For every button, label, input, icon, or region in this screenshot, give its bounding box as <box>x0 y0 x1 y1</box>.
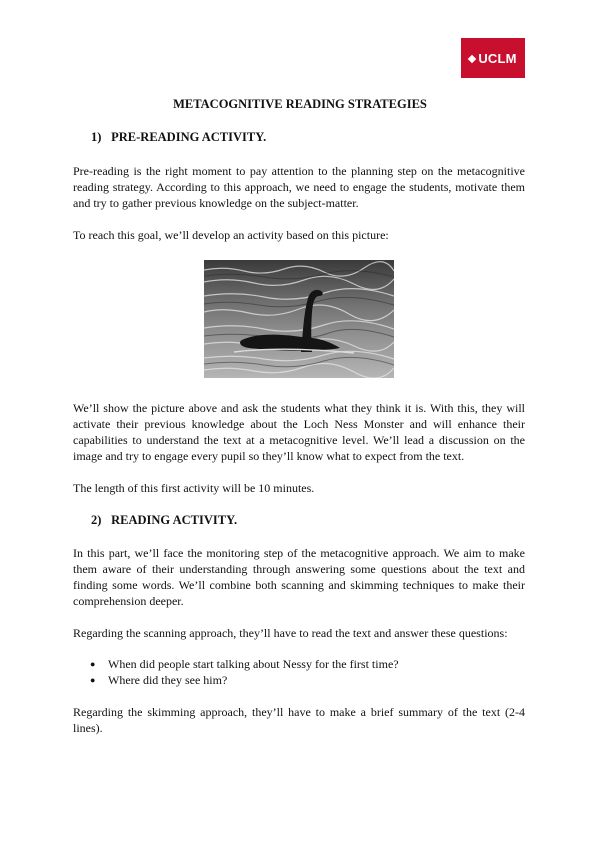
section-2-heading-text: READING ACTIVITY. <box>111 513 238 527</box>
page-title: METACOGNITIVE READING STRATEGIES <box>173 97 427 111</box>
list-item: ● When did people start talking about Nessy for the first time? <box>90 656 399 672</box>
loch-ness-monster-photo <box>204 260 394 378</box>
section-2-heading <box>91 513 237 528</box>
scanning-questions-list <box>90 656 399 688</box>
section-1-number: 1) <box>91 130 102 144</box>
paragraph-picture-discussion: We’ll show the picture above and ask the students what they think it is. With this, they will activate their previous knowledge about the Loch Ness Monster and will enhance their capabilities to understand the text at a metacognitive level. We’ll lead a discussion on the image and try to engage every pupil so they’ll know what to expect from the text. <box>73 401 525 463</box>
section-1-heading <box>91 130 266 145</box>
paragraph-skimming-approach: Regarding the skimming approach, they’ll have to make a brief summary of the text (2-4 lines). <box>73 705 525 735</box>
paragraph-monitoring-step: In this part, we’ll face the monitoring step of the metacognitive approach. We aim to make them aware of their understanding through answering some questions about the text and finding some words. We’ll combine both scanning and skimming techniques to make their comprehension deeper. <box>73 546 525 608</box>
uclm-logo <box>461 38 525 78</box>
paragraph-pre-reading-intro: Pre-reading is the right moment to pay attention to the planning step on the metacognitive reading strategy. According to this approach, we need to engage the students, motivate them and try to gather previous knowledge on the subject-matter. <box>73 164 525 210</box>
paragraph-scanning-approach: Regarding the scanning approach, they’ll have to read the text and answer these questions: <box>73 626 508 640</box>
paragraph-picture-intro: To reach this goal, we’ll develop an activity based on this picture: <box>73 228 389 242</box>
section-2-number: 2) <box>91 513 102 527</box>
logo-mark-icon <box>468 55 476 63</box>
paragraph-activity-length: The length of this first activity will be 10 minutes. <box>73 481 315 495</box>
logo-text: UCLM <box>478 50 517 66</box>
list-item: ● Where did they see him? <box>90 672 399 688</box>
section-1-heading-text: PRE-READING ACTIVITY. <box>111 130 267 144</box>
